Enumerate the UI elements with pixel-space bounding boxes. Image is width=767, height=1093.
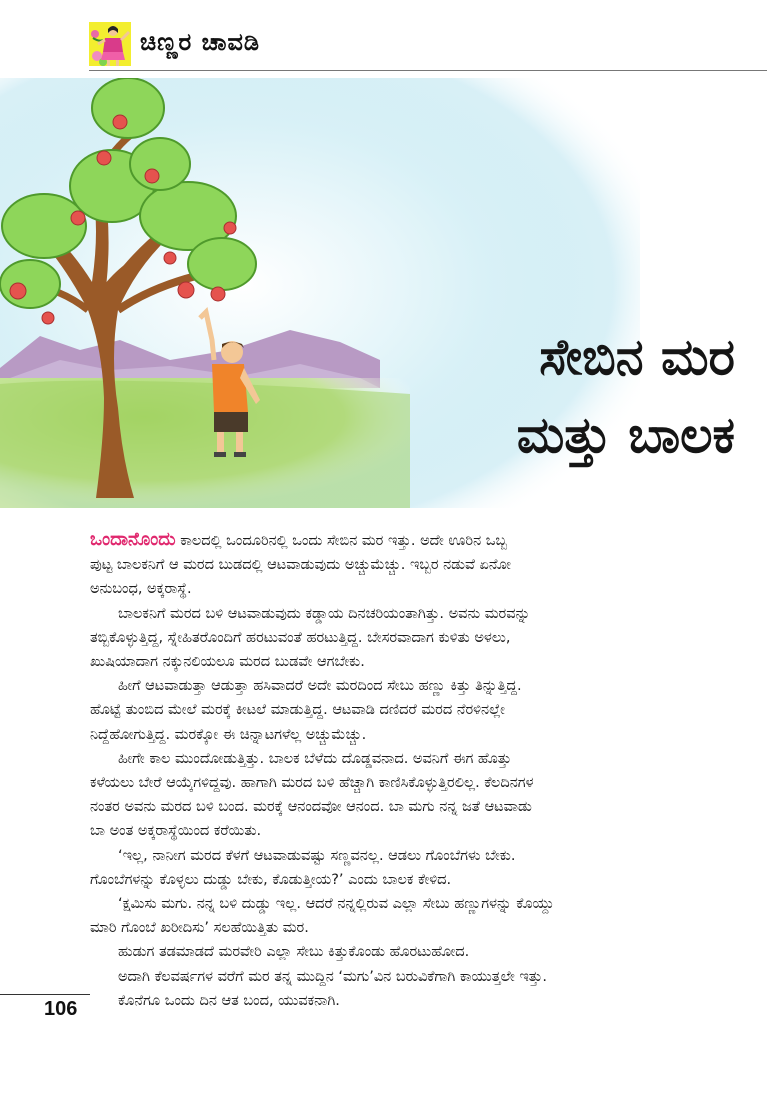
story-line: ತಬ್ಬಿಕೊಳ್ಳುತ್ತಿದ್ದ, ಸ್ನೇಹಿತರೊಂದಿಗೆ ಹರಟುವಂತೆ ಹರಟುತ್ತಿದ್ದ. ಬೇಸರವಾದಾಗ ಕುಳಿತು ಅಳಲು,: [90, 629, 511, 646]
story-line: ಹೊಟ್ಟೆ ತುಂಬಿದ ಮೇಲೆ ಮರಕ್ಕೆ ಕೀಟಲೆ ಮಾಡುತ್ತಿದ್ದ. ಆಟವಾಡಿ ದಣಿದರೆ ಮರದ ನೆರಳಿನಲ್ಲೇ: [90, 702, 505, 719]
story-line: ಕೊನೆಗೂ ಒಂದು ದಿನ ಆತ ಬಂದ, ಯುವಕನಾಗಿ.: [118, 992, 340, 1009]
story-line: ಅದಾಗಿ ಕೆಲವರ್ಷಗಳ ವರೆಗೆ ಮರ ತನ್ನ ಮುದ್ದಿನ ‘ಮಗು’ವಿನ ಬರುವಿಕೆಗಾಗಿ ಕಾಯುತ್ತಲೇ ಇತ್ತು.: [118, 968, 547, 985]
story-line: ಹೀಗೆ ಆಟವಾಡುತ್ತಾ ಆಡುತ್ತಾ ಹಸಿವಾದರೆ ಅದೇ ಮರದಿಂದ ಸೇಬು ಹಣ್ಣು ಕಿತ್ತು ತಿನ್ನುತ್ತಿದ್ದ.: [118, 678, 522, 695]
story-title-line-1: ಸೇಬಿನ ಮರ: [539, 328, 735, 386]
story-line: ನಿದ್ದೆಹೋಗುತ್ತಿದ್ದ. ಮರಕ್ಕೋ ಈ ಚಿನ್ನಾಟಗಳೆಲ್ಲ ಅಚ್ಚುಮೆಚ್ಚು.: [90, 726, 367, 743]
story-line: ನಂತರ ಅವನು ಮರದ ಬಳಿ ಬಂದ. ಮರಕ್ಕೆ ಆನಂದವೋ ಆನಂದ. ಬಾ ಮಗು ನನ್ನ ಜತೆ ಆಟವಾಡು: [90, 799, 532, 816]
story-line: ಖುಷಿಯಾದಾಗ ನಕ್ಕುನಲಿಯಲೂ ಮರದ ಬುಡವೇ ಆಗಬೇಕು.: [90, 654, 365, 671]
girl-with-flowers-logo-icon: [89, 22, 131, 66]
page-number: 106: [44, 998, 78, 1020]
story-title-line-2: ಮತ್ತು ಬಾಲಕ: [516, 406, 735, 464]
story-line: ಗೊಂಬೆಗಳನ್ನು ಕೊಳ್ಳಲು ದುಡ್ಡು ಬೇಕು, ಕೊಡುತ್ತೀಯ?’ ಎಂದು ಬಾಲಕ ಕೇಳಿದ.: [90, 871, 452, 888]
story-body: [90, 528, 702, 1013]
story-line: ಅನುಬಂಧ, ಅಕ್ಕರಾಸ್ಥೆ.: [90, 581, 192, 598]
story-title: [395, 318, 735, 474]
story-line: ‘ಇಲ್ಲ, ನಾನೀಗ ಮರದ ಕೆಳಗೆ ಆಟವಾಡುವಷ್ಟು ಸಣ್ಣವನಲ್ಲ. ಆಡಲು ಗೊಂಬೆಗಳು ಬೇಕು.: [118, 847, 516, 864]
lead-word: ಒಂದಾನೊಂದು: [90, 529, 176, 550]
story-line: ಬಾ ಅಂತ ಅಕ್ಕರಾಸ್ಥೆಯಿಂದ ಕರೆಯಿತು.: [90, 823, 262, 840]
story-line: ಹೀಗೇ ಕಾಲ ಮುಂದೋಡುತ್ತಿತ್ತು. ಬಾಲಕ ಬೆಳೆದು ದೊಡ್ಡವನಾದ. ಅವನಿಗೆ ಈಗ ಹೊತ್ತು: [118, 750, 512, 767]
story-line: ಬಾಲಕನಿಗೆ ಮರದ ಬಳಿ ಆಟವಾಡುವುದು ಕಡ್ಡಾಯ ದಿನಚರಿಯಂತಾಗಿತ್ತು. ಅವನು ಮರವನ್ನು: [118, 605, 531, 622]
story-line: ‘ಕ್ಷಮಿಸು ಮಗು. ನನ್ನ ಬಳಿ ದುಡ್ಡು ಇಲ್ಲ. ಆದರೆ ನನ್ನಲ್ಲಿರುವ ಎಲ್ಲಾ ಸೇಬು ಹಣ್ಣುಗಳನ್ನು ಕೊಯ್ದು: [118, 896, 555, 913]
page-header: [0, 0, 767, 74]
header-divider: [89, 70, 767, 71]
story-line: [90, 528, 702, 553]
story-line: ಪುಟ್ಟ ಬಾಲಕನಿಗೆ ಆ ಮರದ ಬುಡದಲ್ಲಿ ಆಟವಾಡುವುದು ಅಚ್ಚುಮೆಚ್ಚು. ಇಬ್ಬರ ನಡುವೆ ಏನೋ: [90, 557, 511, 574]
story-line: ಹುಡುಗ ತಡಮಾಡದೆ ಮರವೇರಿ ಎಲ್ಲಾ ಸೇಬು ಕಿತ್ತುಕೊಂಡು ಹೊರಟುಹೋದ.: [118, 944, 470, 961]
story-line: ಕಳೆಯಲು ಬೇರೆ ಆಯ್ಕೆಗಳಿದ್ದವು. ಹಾಗಾಗಿ ಮರದ ಬಳಿ ಹೆಚ್ಚಾಗಿ ಕಾಣಿಸಿಕೊಳ್ಳುತ್ತಿರಲಿಲ್ಲ. ಕೆಲದಿನಗಳ: [90, 775, 534, 792]
footer-divider: [0, 994, 90, 995]
story-line-text: ಕಾಲದಲ್ಲಿ ಒಂದೂರಿನಲ್ಲಿ ಒಂದು ಸೇಬಿನ ಮರ ಇತ್ತು. ಅದೇ ಊರಿನ ಒಬ್ಬ: [175, 533, 507, 549]
story-line: ಮಾರಿ ಗೊಂಬೆ ಖರೀದಿಸು’ ಸಲಹೆಯಿತ್ತಿತು ಮರ.: [90, 920, 309, 937]
section-title: ಚಿಣ್ಣರ ಚಾವಡಿ: [140, 28, 260, 56]
